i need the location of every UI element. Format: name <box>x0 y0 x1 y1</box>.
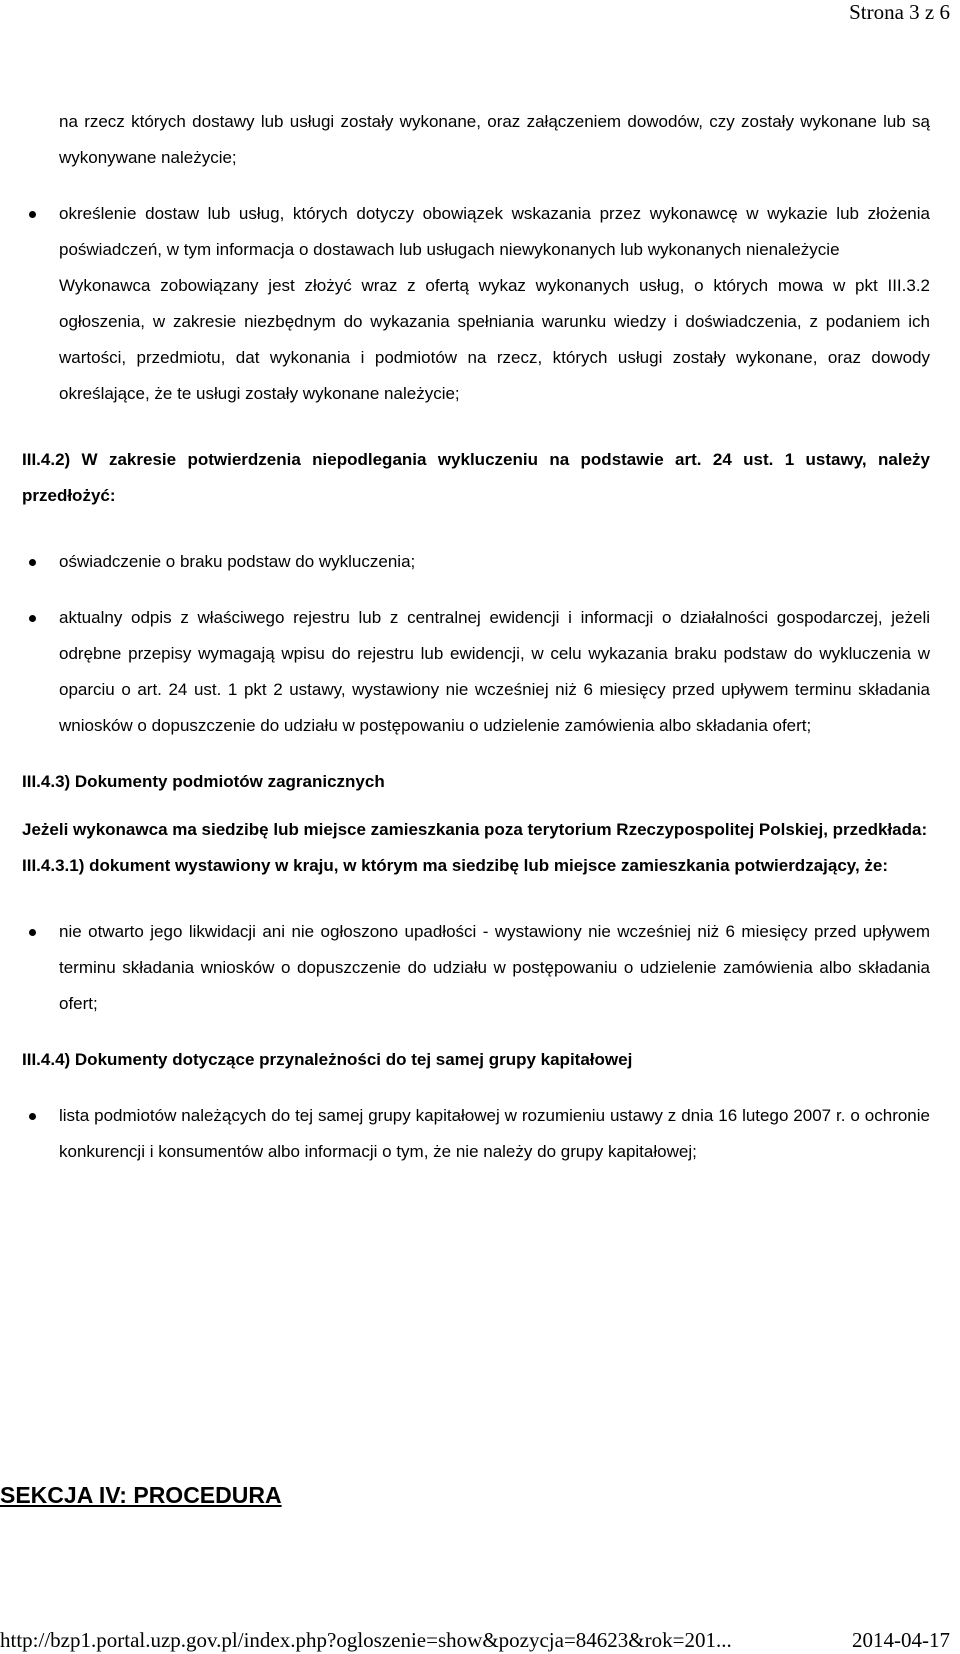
section-heading: III.4.2) W zakresie potwierdzenia niepodlegania wykluczeniu na podstawie art. 24 ust. 1 ustawy, należy przedłożyć: <box>22 450 930 505</box>
bullet-icon <box>29 559 36 566</box>
bullet-icon <box>29 1113 36 1120</box>
bullet-icon <box>29 929 36 936</box>
bullet-icon <box>29 211 36 218</box>
section-heading: Jeżeli wykonawca ma siedzibę lub miejsce zamieszkania poza terytorium Rzeczypospolitej Polskiej, przedkłada: <box>22 820 928 839</box>
paragraph: na rzecz których dostawy lub usługi zostały wykonane, oraz załączeniem dowodów, czy zostały wykonane lub są wykonywane należycie; <box>59 112 930 167</box>
list-item <box>22 544 930 580</box>
page-footer <box>0 1626 960 1654</box>
list-item-text: oświadczenie o braku podstaw do wykluczenia; <box>59 552 416 571</box>
section-title: SEKCJA IV: PROCEDURA <box>0 1482 282 1508</box>
document-body <box>22 104 930 1170</box>
list-item <box>22 914 930 1022</box>
list-item <box>22 600 930 744</box>
bullet-list <box>22 196 930 268</box>
list-item-text: lista podmiotów należących do tej samej grupy kapitałowej w rozumieniu ustawy z dnia 16 lutego 2007 r. o ochronie konkurencji i konsumentów albo informacji o tym, że nie należy do grupy kapitałowej; <box>59 1106 930 1161</box>
list-item <box>22 1098 930 1170</box>
list-item-text: nie otwarto jego likwidacji ani nie ogłoszono upadłości - wystawiony nie wcześniej niż 6 miesięcy przed upływem terminu składania wniosków o dopuszczenie do udziału w postępowaniu o udzielenie zamówienia albo składania ofert; <box>59 922 930 1013</box>
bullet-list <box>22 1098 930 1170</box>
bullet-list <box>22 544 930 744</box>
section-heading: III.4.3.1) dokument wystawiony w kraju, w którym ma siedzibę lub miejsce zamieszkania potwierdzający, że: <box>22 856 889 875</box>
section-heading: III.4.3) Dokumenty podmiotów zagranicznych <box>22 772 385 791</box>
bullet-icon <box>29 615 36 622</box>
list-item-text: aktualny odpis z właściwego rejestru lub z centralnej ewidencji i informacji o działalności gospodarczej, jeżeli odrębne przepisy wymagają wpisu do rejestru lub ewidencji, w celu wykazania braku podstaw do wykluczenia w oparciu o art. 24 ust. 1 pkt 2 ustawy, wystawiony nie wcześniej niż 6 miesięcy przed upływem terminu składania wniosków o dopuszczenie do udziału w postępowaniu o udzielenie zamówienia albo składania ofert; <box>59 608 930 735</box>
bullet-list <box>22 914 930 1022</box>
footer-url: http://bzp1.portal.uzp.gov.pl/index.php?ogloszenie=show&pozycja=84623&rok=201... <box>0 1628 732 1652</box>
page-number: Strona 3 z 6 <box>849 0 950 24</box>
paragraph: Wykonawca zobowiązany jest złożyć wraz z ofertą wykaz wykonanych usług, o których mowa w pkt III.3.2 ogłoszenia, w zakresie niezbędnym do wykazania spełniania warunku wiedzy i doświadczenia, z podaniem ich wartości, przedmiotu, dat wykonania i podmiotów na rzecz, których usługi zostały wykonane, oraz dowody określające, że te usługi zostały wykonane należycie; <box>59 276 930 403</box>
section-heading: III.4.4) Dokumenty dotyczące przynależności do tej samej grupy kapitałowej <box>22 1050 633 1069</box>
list-item <box>22 196 930 268</box>
list-item-text: określenie dostaw lub usług, których dotyczy obowiązek wskazania przez wykonawcę w wykazie lub złożenia poświadczeń, w tym informacja o dostawach lub usługach niewykonanych lub wykonanych nienależycie <box>59 204 930 259</box>
footer-date: 2014-04-17 <box>852 1628 950 1652</box>
